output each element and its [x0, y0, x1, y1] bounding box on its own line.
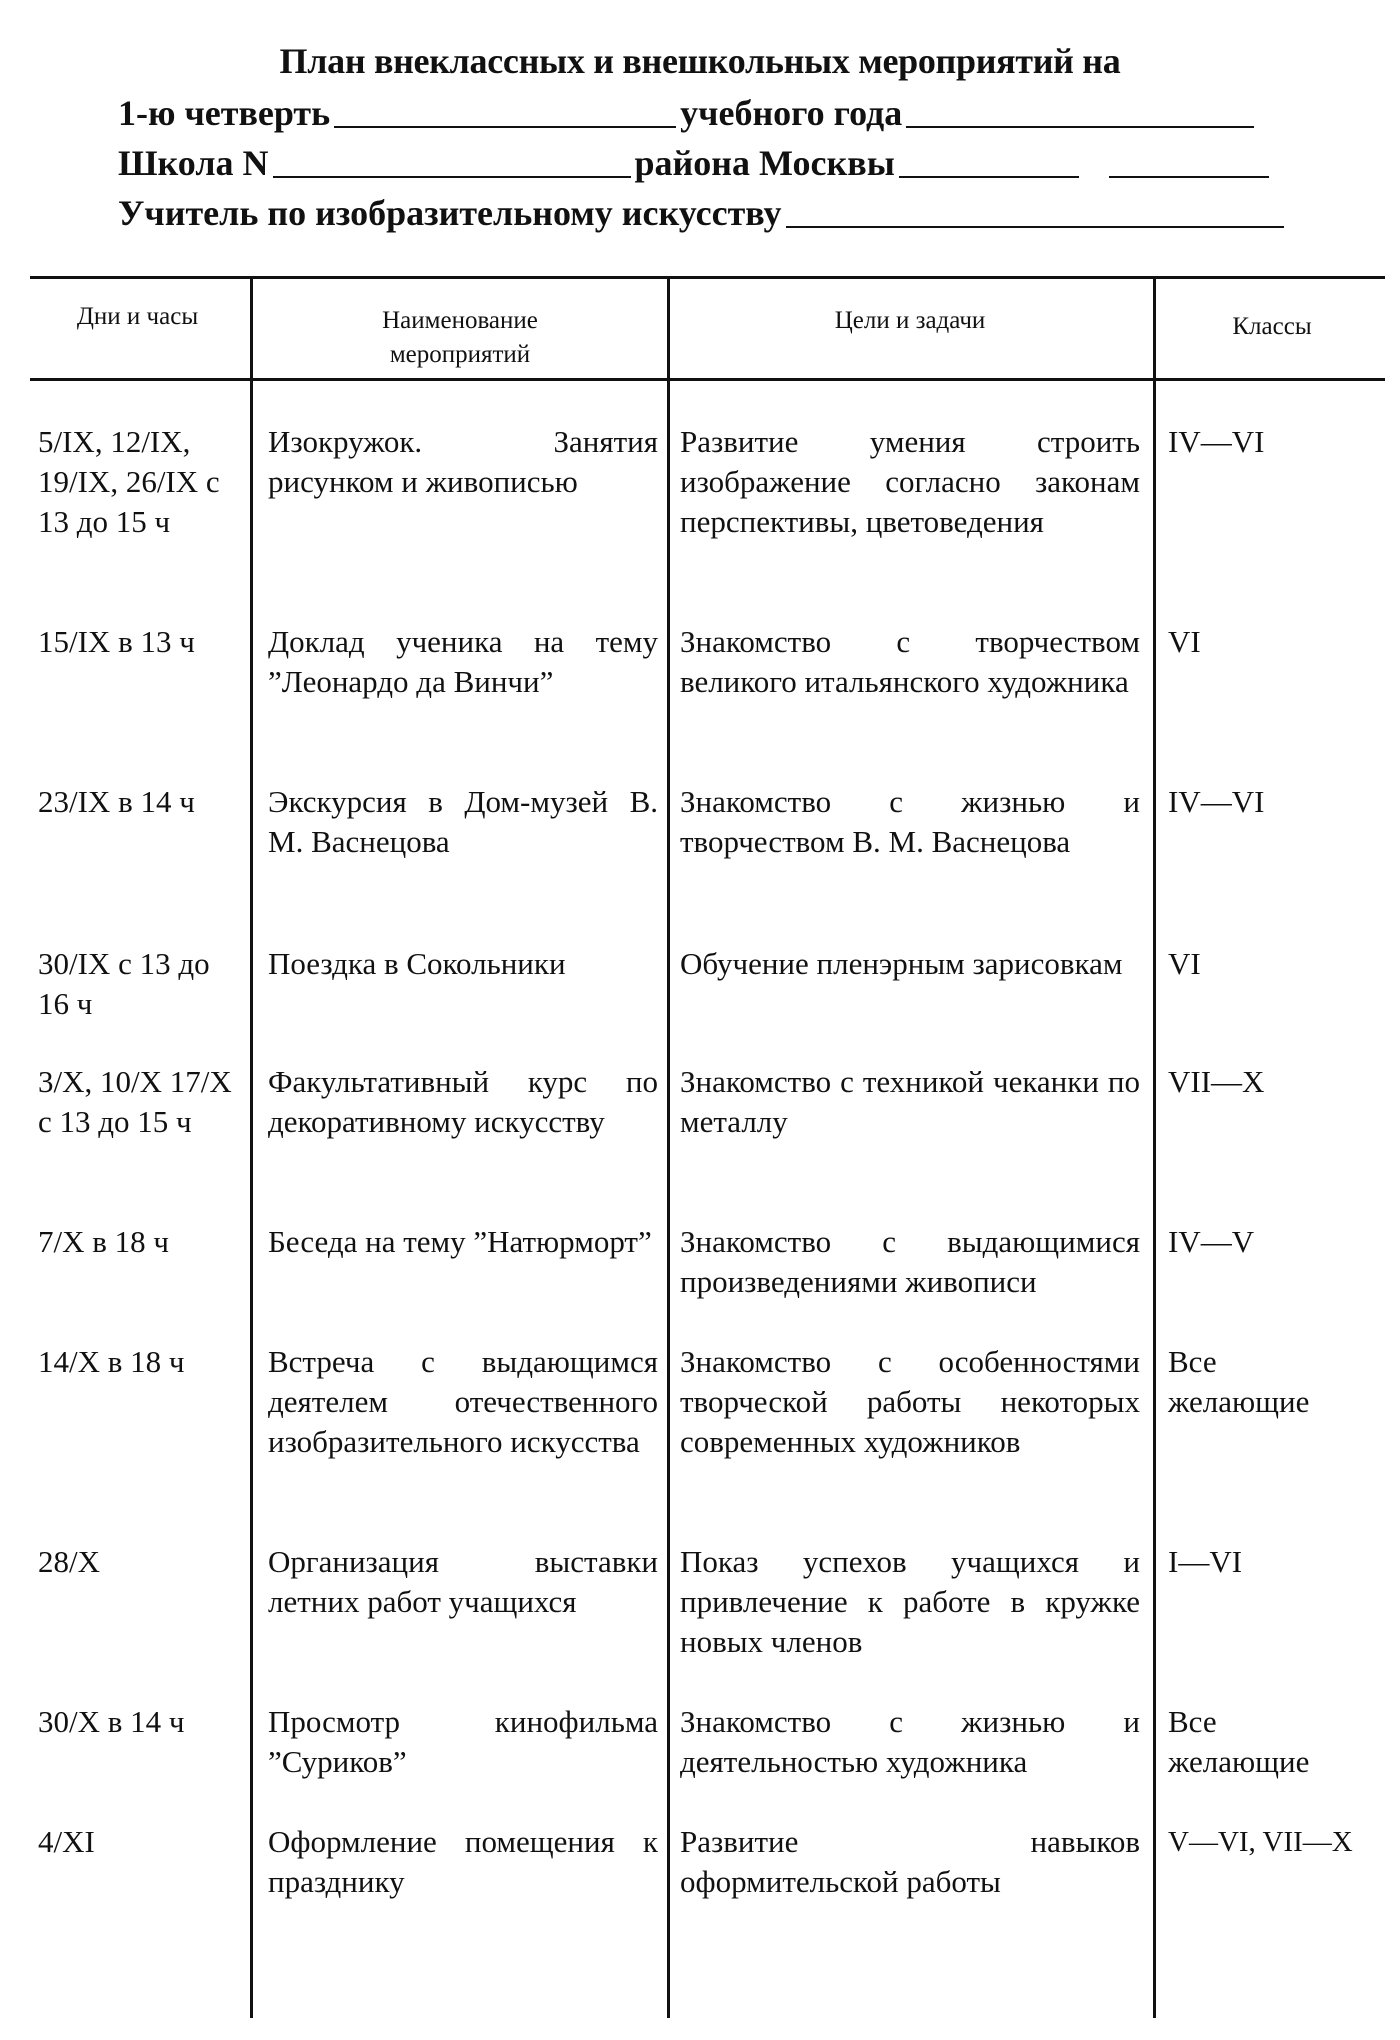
row-5-date: 3/X, 10/X 17/X с 13 до 15 ч: [38, 1064, 232, 1139]
row-4-event: Поездка в Сокольники: [268, 946, 566, 981]
row-1-classes: IV—VI: [1168, 424, 1265, 459]
row-8-event: Организация выставки летних работ учащихся: [268, 1544, 658, 1619]
school-year-blank-field: [906, 96, 1254, 128]
row-5-goal: Знакомство с техникой чеканки по металлу: [680, 1064, 1140, 1139]
row-2-event: Доклад ученика на тему ”Леонардо да Винчи”: [268, 624, 658, 699]
row-7-classes: Все желающие: [1168, 1344, 1310, 1419]
row-7-goal: Знакомство с особенностями творческой работы некоторых современных художников: [680, 1344, 1140, 1459]
header-line-quarter: [118, 92, 1258, 134]
column-divider-1: [250, 278, 253, 2018]
row-3-date: 23/IX в 14 ч: [38, 784, 195, 819]
row-6-event: Беседа на тему ”Натюрморт”: [268, 1224, 652, 1259]
row-2-classes: VI: [1168, 624, 1201, 659]
column-divider-3: [1153, 278, 1156, 2018]
row-9-event: Просмотр кинофильма ”Суриков”: [268, 1704, 658, 1779]
row-7-date: 14/X в 18 ч: [38, 1344, 185, 1379]
school-number-blank-field: [273, 146, 631, 178]
quarter-blank-field: [334, 96, 676, 128]
quarter-label: 1-ю четверть: [118, 93, 331, 133]
column-header-goals: Цели и задачи: [834, 307, 986, 334]
row-3-goal: Знакомство с жизнью и творчеством В. М. Васнецова: [680, 784, 1140, 859]
teacher-label: Учитель по изобразительному искусству: [118, 193, 782, 233]
column-header-classes: Классы: [1232, 313, 1312, 340]
row-1-event: Изокружок. Занятия рисунком и живописью: [268, 424, 658, 499]
document-title: План внеклассных и внешкольных мероприятий на: [279, 41, 1121, 81]
column-divider-2: [667, 278, 670, 2018]
row-10-event: Оформление помещения к празднику: [268, 1824, 658, 1899]
row-8-classes: I—VI: [1168, 1544, 1243, 1579]
row-8-goal: Показ успехов учащихся и привлечение к работе в кружке новых членов: [680, 1544, 1140, 1659]
row-10-date: 4/XI: [38, 1824, 95, 1859]
row-6-goal: Знакомство с выдающимися произведениями живописи: [680, 1224, 1140, 1299]
school-year-label: учебного года: [680, 93, 903, 133]
district-label: района Москвы: [634, 143, 895, 183]
table-header-rule: [30, 378, 1385, 381]
row-3-event: Экскурсия в Дом-музей В. М. Васнецова: [268, 784, 658, 859]
city-blank-field: [1109, 146, 1269, 178]
school-label: Школа N: [118, 143, 269, 183]
row-9-classes: Все желающие: [1168, 1704, 1310, 1779]
row-4-classes: VI: [1168, 946, 1201, 981]
row-2-date: 15/IX в 13 ч: [38, 624, 195, 659]
row-1-goal: Развитие умения строить изображение согласно законам перспективы, цветоведения: [680, 424, 1140, 539]
row-6-classes: IV—V: [1168, 1224, 1255, 1259]
header-line-teacher: [118, 192, 1288, 234]
row-3-classes: IV—VI: [1168, 784, 1265, 819]
row-4-date: 30/IX с 13 до 16 ч: [38, 946, 210, 1021]
column-header-events: Наименование мероприятий: [382, 307, 538, 368]
row-5-event: Факультативный курс по декоративному искусству: [268, 1064, 658, 1139]
header-line-school: [118, 142, 1273, 184]
row-10-classes: V—VI, VII—X: [1168, 1826, 1353, 1858]
column-header-dates: Дни и часы: [76, 303, 199, 330]
row-1-date: 5/IX, 12/IX, 19/IX, 26/IX с 13 до 15 ч: [38, 424, 220, 539]
teacher-blank-field: [786, 196, 1284, 228]
row-7-event: Встреча с выдающимся деятелем отечественного изобразительного искусства: [268, 1344, 658, 1459]
row-9-goal: Знакомство с жизнью и деятельностью художника: [680, 1704, 1140, 1779]
row-4-goal: Обучение пленэрным зарисовкам: [680, 946, 1123, 981]
row-6-date: 7/X в 18 ч: [38, 1224, 169, 1259]
table-top-rule: [30, 276, 1385, 279]
row-9-date: 30/X в 14 ч: [38, 1704, 185, 1739]
row-2-goal: Знакомство с творчеством великого итальянского художника: [680, 624, 1140, 699]
row-8-date: 28/X: [38, 1544, 100, 1579]
row-10-goal: Развитие навыков оформительской работы: [680, 1824, 1140, 1899]
district-blank-field: [899, 146, 1079, 178]
row-5-classes: VII—X: [1168, 1064, 1265, 1099]
